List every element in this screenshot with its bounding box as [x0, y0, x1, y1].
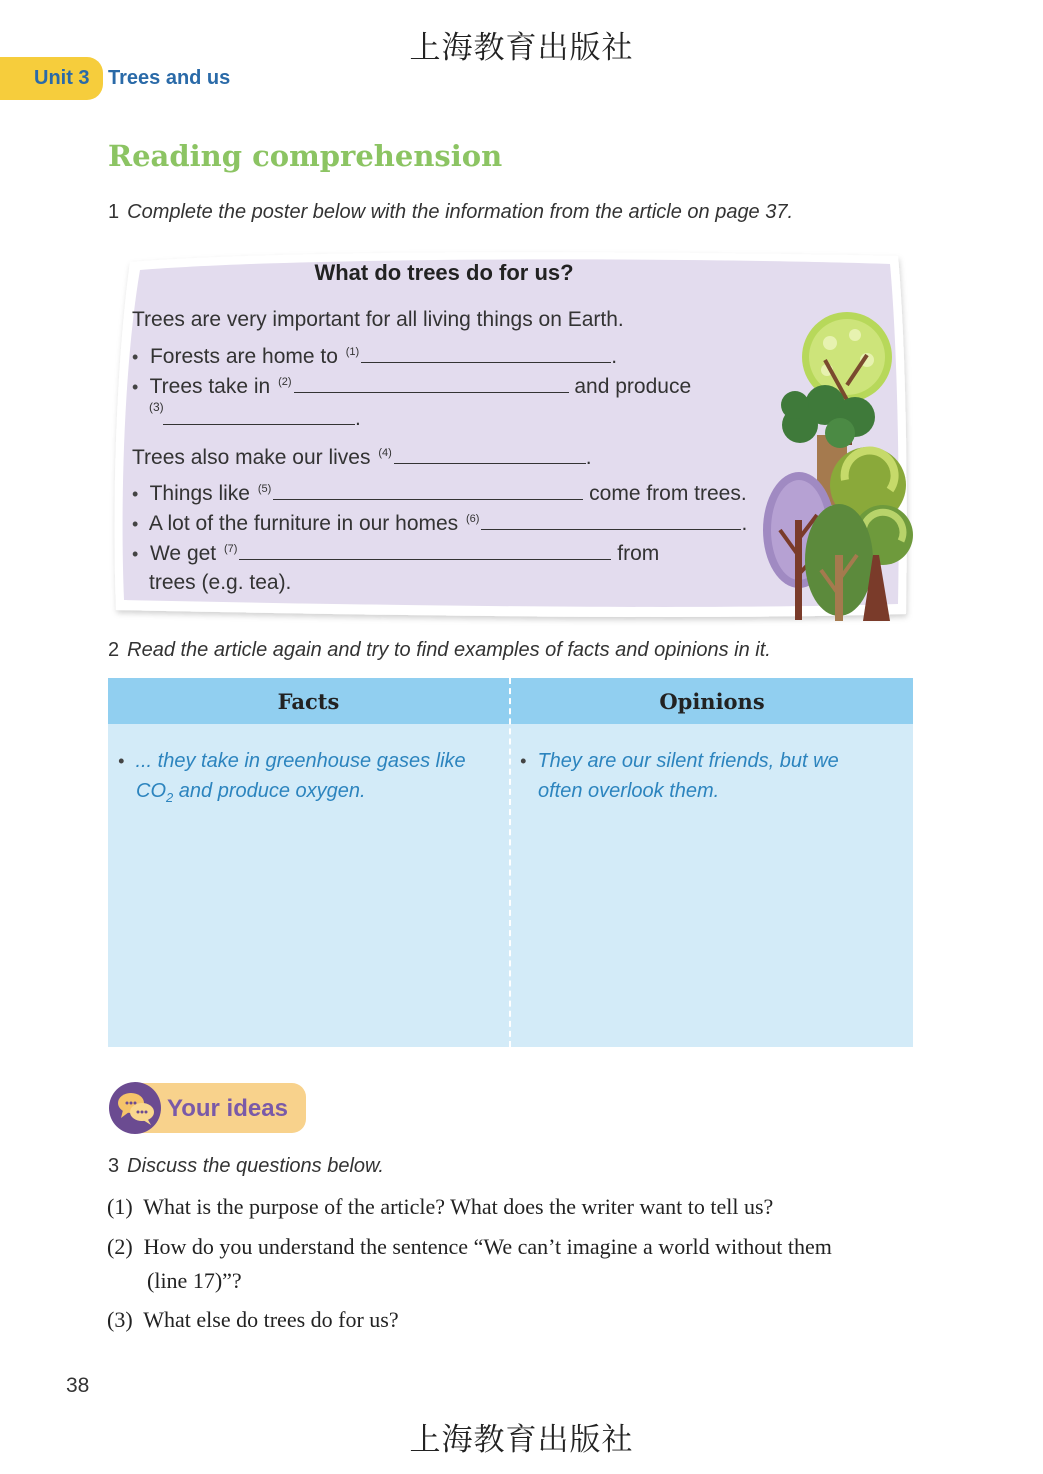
answer-blank-2[interactable] [294, 374, 569, 393]
poster-bullet-6-cont: trees (e.g. tea). [149, 571, 292, 594]
bullet1-text: Forests are home to [149, 345, 338, 368]
answer-blank-3[interactable] [163, 406, 355, 425]
exercise3-number: 3 [108, 1155, 120, 1177]
poster-bullet-2-cont: . [163, 406, 361, 431]
poster-bullet-6: • We get $^{(7)}$ from [132, 542, 660, 565]
speech-bubbles-icon [109, 1082, 161, 1134]
answer-blank-6[interactable] [481, 511, 741, 530]
poster-title: What do trees do for us? [314, 260, 574, 285]
bullet2-after: and produce [574, 375, 692, 398]
exercise1-text: Complete the poster below with the information from the article on page 37. [127, 201, 794, 223]
answer-blank-5[interactable] [273, 481, 583, 500]
exercise2-number: 2 [108, 639, 120, 661]
publisher-footer: 上海教育出版社 [409, 1422, 634, 1458]
publisher-header: 上海教育出版社 [409, 30, 634, 66]
blank-number-4: (4) [378, 447, 392, 459]
answer-blank-4[interactable] [394, 445, 586, 464]
poster-bullet-4: • Things like $^{(5)}$ come from trees. [132, 482, 747, 505]
opinion-item: • They are our silent friends, but we often overlook them. [520, 746, 839, 806]
exercise1-number: 1 [108, 201, 120, 223]
opinion-line1: They are our silent friends, but we [537, 750, 839, 772]
exercise3-instruction [108, 1155, 384, 1178]
blank-number-7: (7) [223, 543, 238, 555]
poster-bullet-5: • A lot of the furniture in our homes $^{(6)}$ . [132, 512, 748, 535]
question-2: (2) How do you understand the sentence “We can’t imagine a world without them [107, 1234, 832, 1259]
poster-intro2: Trees also make our lives $^{(4)}$ . [132, 446, 592, 469]
unit-title: Trees and us [108, 67, 231, 89]
answer-blank-1[interactable] [361, 344, 611, 363]
blank-number-2: (2) [278, 376, 292, 388]
poster-intro1: Trees are very important for all living things on Earth. [132, 308, 624, 331]
exercise2-text: Read the article again and try to find examples of facts and opinions in it. [127, 639, 771, 661]
poster-bullet-1: • Forests are home to $^{(1)}$ . [132, 345, 618, 368]
question-1: (1) What is the purpose of the article? What does the writer want to tell us? [107, 1194, 774, 1219]
your-ideas-label: Your ideas [167, 1095, 288, 1122]
exercise3-text: Discuss the questions below. [127, 1155, 384, 1177]
exercise2-instruction [108, 639, 771, 662]
poster-bullet-2: • Trees take in $^{(2)}$ and produce [132, 375, 692, 398]
question-3: (3) What else do trees do for us? [107, 1307, 399, 1332]
trees-illustration [755, 305, 925, 623]
blank-number-6: (6) [466, 513, 480, 525]
opinions-header: Opinions [659, 689, 765, 714]
fact-item: • ... they take in greenhouse gases like $CO_2$ and produce oxygen. [118, 750, 466, 805]
exercise1-instruction [108, 201, 793, 224]
blank-number-5: (5) [257, 483, 272, 495]
opinion-line2: often overlook them. [538, 780, 720, 802]
blank-number-3: (3) [149, 400, 164, 414]
page-number: 38 [66, 1374, 90, 1397]
bullet2-text: Trees take in [149, 375, 271, 398]
facts-header: Facts [277, 689, 340, 714]
fact-line1: ... they take in greenhouse gases like [135, 750, 466, 772]
blank-number-1: (1) [345, 346, 360, 358]
unit-number: Unit 3 [34, 67, 90, 89]
question-2-cont: (line 17)”? [147, 1268, 242, 1293]
section-title: Reading comprehension [108, 139, 503, 173]
answer-blank-7[interactable] [239, 541, 611, 560]
table-divider [509, 678, 511, 1047]
